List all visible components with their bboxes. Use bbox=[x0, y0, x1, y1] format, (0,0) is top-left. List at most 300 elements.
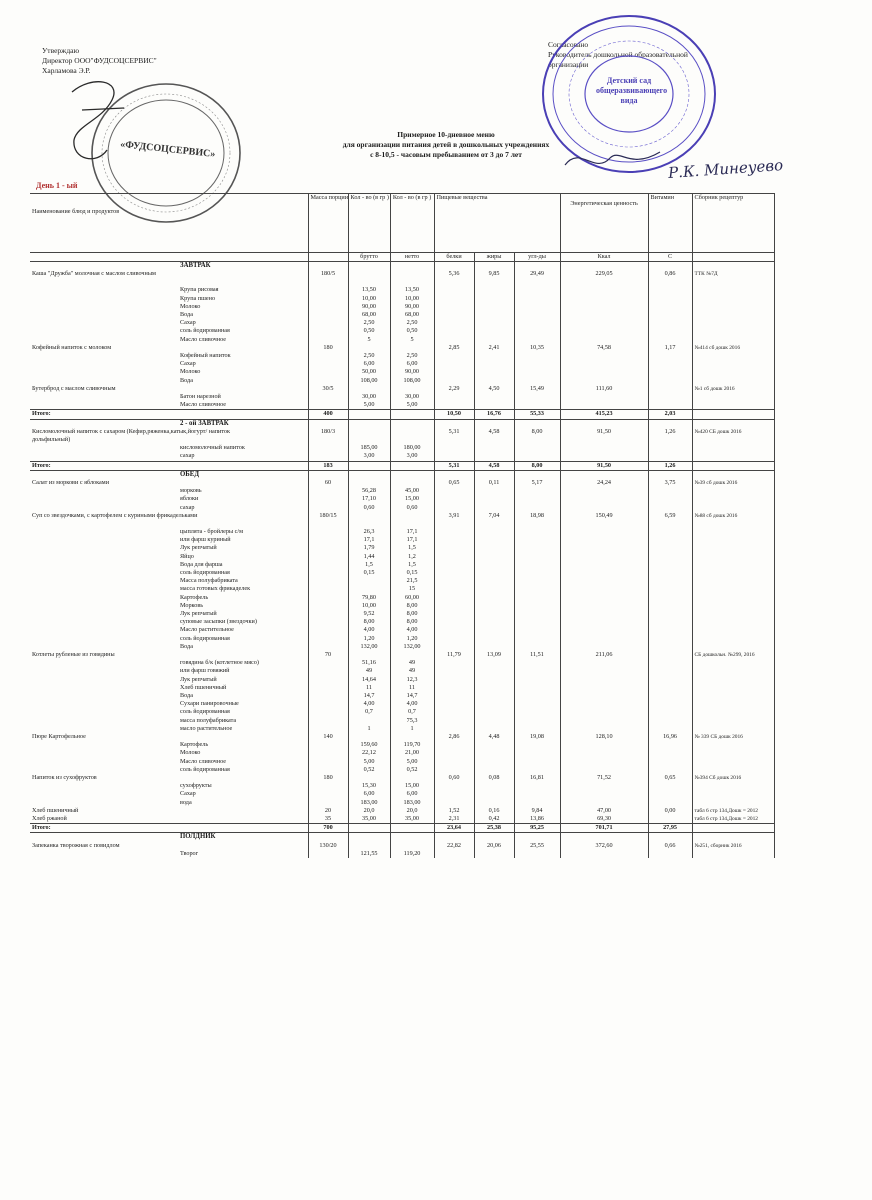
empty-cell bbox=[474, 741, 514, 749]
kcal-value: 91,50 bbox=[560, 461, 648, 470]
empty-cell bbox=[308, 444, 348, 452]
table-row bbox=[30, 692, 774, 700]
empty-cell bbox=[648, 487, 692, 495]
empty-cell bbox=[692, 295, 774, 303]
total-label: Итого: bbox=[30, 461, 308, 470]
empty-cell bbox=[434, 684, 474, 692]
empty-cell bbox=[30, 368, 178, 376]
empty-cell bbox=[648, 327, 692, 335]
empty-cell bbox=[560, 303, 648, 311]
portion-mass: 700 bbox=[308, 824, 348, 833]
empty-cell bbox=[474, 536, 514, 544]
table-row bbox=[30, 651, 774, 659]
empty-cell bbox=[308, 635, 348, 643]
empty-cell bbox=[560, 377, 648, 385]
empty-cell bbox=[474, 295, 514, 303]
empty-cell bbox=[30, 782, 178, 790]
ingredient-name: Морковь bbox=[180, 601, 204, 609]
empty-cell bbox=[474, 303, 514, 311]
empty-cell bbox=[560, 626, 648, 634]
portion-mass: 130/20 bbox=[308, 842, 348, 850]
empty-cell bbox=[560, 833, 648, 842]
empty-cell bbox=[474, 319, 514, 327]
netto-value bbox=[390, 824, 434, 833]
empty-cell bbox=[434, 452, 474, 461]
empty-cell bbox=[560, 553, 648, 561]
protein-value: 0,60 bbox=[434, 774, 474, 782]
menu-table bbox=[30, 193, 775, 858]
empty-cell bbox=[474, 495, 514, 503]
empty-cell bbox=[308, 295, 348, 303]
dish-name: Салат из моркови с яблоками bbox=[32, 479, 110, 487]
table-row bbox=[30, 741, 774, 749]
empty-cell bbox=[648, 700, 692, 708]
brutto-value bbox=[348, 577, 390, 585]
ingredient-name: Картофель bbox=[180, 593, 209, 601]
brutto-value: 56,28 bbox=[348, 487, 390, 495]
empty-cell bbox=[474, 577, 514, 585]
brutto-value: 5,00 bbox=[348, 401, 390, 410]
fat-value: 0,16 bbox=[474, 807, 514, 815]
vitamin-c-value: 1,26 bbox=[648, 428, 692, 444]
fat-value: 4,48 bbox=[474, 733, 514, 741]
table-row bbox=[30, 360, 774, 368]
section-title: ЗАВТРАК bbox=[178, 262, 308, 271]
empty-cell bbox=[30, 659, 178, 667]
empty-cell bbox=[692, 833, 774, 842]
empty-cell bbox=[692, 360, 774, 368]
total-row bbox=[30, 410, 774, 419]
recipe-ref: табл 6 стр 134,Дошк = 2012 bbox=[692, 815, 774, 824]
table-row bbox=[30, 667, 774, 675]
empty-cell bbox=[514, 311, 560, 319]
netto-value: 11 bbox=[390, 684, 434, 692]
empty-cell bbox=[434, 444, 474, 452]
approval-left-line3: Харламова Э.Р. bbox=[42, 66, 91, 75]
brutto-value: 35,00 bbox=[348, 815, 390, 824]
empty-cell bbox=[30, 667, 178, 675]
empty-cell bbox=[308, 790, 348, 798]
ingredient-name: Сахар bbox=[180, 790, 196, 798]
netto-value: 21,00 bbox=[390, 749, 434, 757]
netto-value: 17,1 bbox=[390, 528, 434, 536]
ingredient-name: сухофрукты bbox=[180, 782, 212, 790]
empty-cell bbox=[434, 319, 474, 327]
recipe-ref: №420 СБ дошк 2016 bbox=[692, 428, 774, 444]
table-row bbox=[30, 725, 774, 733]
empty-cell bbox=[560, 717, 648, 725]
fat-value: 20,06 bbox=[474, 842, 514, 850]
empty-cell bbox=[560, 602, 648, 610]
empty-cell bbox=[648, 684, 692, 692]
empty-cell bbox=[434, 594, 474, 602]
vitamin-c-value bbox=[648, 651, 692, 659]
empty-cell bbox=[434, 692, 474, 700]
empty-cell bbox=[348, 470, 390, 479]
empty-cell bbox=[308, 401, 348, 410]
kcal-value: 372,60 bbox=[560, 842, 648, 850]
brutto-value: 11 bbox=[348, 684, 390, 692]
table-row bbox=[30, 344, 774, 352]
brutto-value bbox=[348, 344, 390, 352]
protein-value: 22,82 bbox=[434, 842, 474, 850]
empty-cell bbox=[308, 504, 348, 512]
kindergarten-stamp-text: Детский сад общеразвивающего вида bbox=[596, 76, 668, 105]
empty-cell bbox=[30, 643, 178, 651]
protein-value: 10,50 bbox=[434, 410, 474, 419]
empty-cell bbox=[434, 717, 474, 725]
col-vitamin-header: Витамин bbox=[648, 194, 692, 253]
empty-cell bbox=[560, 487, 648, 495]
empty-cell bbox=[648, 377, 692, 385]
table-row bbox=[30, 774, 774, 782]
empty-cell bbox=[308, 659, 348, 667]
empty-cell bbox=[560, 327, 648, 335]
empty-cell bbox=[560, 577, 648, 585]
table-row bbox=[30, 270, 774, 286]
empty-cell bbox=[560, 393, 648, 401]
empty-cell bbox=[308, 569, 348, 577]
dish-name: Суп со звездочками, с картофелем с куриными фрикадельками bbox=[32, 511, 198, 519]
fat-value: 4,50 bbox=[474, 385, 514, 393]
ingredient-name: сахар bbox=[180, 503, 195, 511]
fat-value: 0,11 bbox=[474, 479, 514, 487]
brutto-value bbox=[348, 428, 390, 444]
col-fat-header: жиры bbox=[474, 253, 514, 262]
empty-cell bbox=[560, 419, 648, 428]
empty-cell bbox=[648, 725, 692, 733]
empty-cell bbox=[648, 850, 692, 858]
title-line3: с 8-10,5 - часовым пребыванием от 3 до 7 лет bbox=[370, 150, 522, 159]
recipe-ref: № 339 СБ дошк 2016 bbox=[692, 733, 774, 741]
netto-value: 183,00 bbox=[390, 799, 434, 807]
netto-value: 1,5 bbox=[390, 561, 434, 569]
vitamin-c-value: 6,59 bbox=[648, 512, 692, 528]
empty-cell bbox=[30, 766, 178, 774]
ingredient-name: Картофель bbox=[180, 741, 209, 749]
vitamin-c-value: 16,96 bbox=[648, 733, 692, 741]
portion-mass: 30/5 bbox=[308, 385, 348, 393]
empty-cell bbox=[308, 528, 348, 536]
brutto-value: 121,55 bbox=[348, 850, 390, 858]
empty-cell bbox=[692, 327, 774, 335]
empty-cell bbox=[514, 336, 560, 344]
empty-cell bbox=[474, 286, 514, 294]
netto-value: 4,00 bbox=[390, 700, 434, 708]
netto-value: 12,3 bbox=[390, 676, 434, 684]
netto-value: 0,52 bbox=[390, 766, 434, 774]
empty-cell bbox=[474, 692, 514, 700]
brutto-value: 159,60 bbox=[348, 741, 390, 749]
brutto-value bbox=[348, 385, 390, 393]
netto-value: 108,00 bbox=[390, 377, 434, 385]
empty-cell bbox=[434, 504, 474, 512]
empty-cell bbox=[692, 487, 774, 495]
empty-cell bbox=[474, 782, 514, 790]
empty-cell bbox=[560, 643, 648, 651]
protein-value: 2,29 bbox=[434, 385, 474, 393]
fat-value: 4,58 bbox=[474, 428, 514, 444]
empty-cell bbox=[434, 377, 474, 385]
empty-cell bbox=[648, 303, 692, 311]
recipe-ref: ТТК №7Д bbox=[692, 270, 774, 286]
brutto-value: 6,00 bbox=[348, 360, 390, 368]
empty-cell bbox=[648, 561, 692, 569]
netto-value: 132,00 bbox=[390, 643, 434, 651]
empty-cell bbox=[692, 495, 774, 503]
empty-cell bbox=[648, 799, 692, 807]
netto-value: 8,00 bbox=[390, 618, 434, 626]
table-row bbox=[30, 319, 774, 327]
netto-value bbox=[390, 385, 434, 393]
table-row bbox=[30, 708, 774, 716]
empty-cell bbox=[692, 602, 774, 610]
brutto-value bbox=[348, 842, 390, 850]
empty-cell bbox=[474, 470, 514, 479]
empty-cell bbox=[308, 717, 348, 725]
ingredient-name: яблоки bbox=[180, 495, 199, 503]
col-name-header: Наименование блюд и продуктов bbox=[30, 194, 308, 253]
netto-value: 17,1 bbox=[390, 536, 434, 544]
empty-cell bbox=[692, 749, 774, 757]
empty-cell bbox=[434, 544, 474, 552]
section-row bbox=[30, 470, 774, 479]
empty-cell bbox=[474, 561, 514, 569]
kcal-value: 24,24 bbox=[560, 479, 648, 487]
brutto-value: 1 bbox=[348, 725, 390, 733]
table-row bbox=[30, 544, 774, 552]
brutto-value: 2,50 bbox=[348, 319, 390, 327]
empty-cell bbox=[514, 708, 560, 716]
empty-cell bbox=[514, 602, 560, 610]
dish-name: Пюре Картофельное bbox=[32, 732, 86, 740]
table-row bbox=[30, 635, 774, 643]
empty-cell bbox=[692, 790, 774, 798]
empty-cell bbox=[648, 528, 692, 536]
netto-value: 2,50 bbox=[390, 319, 434, 327]
empty-cell bbox=[648, 667, 692, 675]
netto-value: 15,00 bbox=[390, 495, 434, 503]
vitamin-c-value: 1,17 bbox=[648, 344, 692, 352]
brutto-value: 0,60 bbox=[348, 504, 390, 512]
empty-cell bbox=[308, 311, 348, 319]
brutto-value bbox=[348, 270, 390, 286]
section-spacer bbox=[30, 262, 178, 271]
empty-cell bbox=[514, 553, 560, 561]
empty-cell bbox=[514, 758, 560, 766]
empty-cell bbox=[434, 758, 474, 766]
dish-name: Каша "Дружба" молочная с маслом сливочным bbox=[32, 270, 156, 278]
netto-value bbox=[390, 270, 434, 286]
empty-cell bbox=[514, 585, 560, 593]
empty-cell bbox=[514, 393, 560, 401]
empty-cell bbox=[308, 684, 348, 692]
brutto-value: 14,7 bbox=[348, 692, 390, 700]
brutto-value bbox=[348, 512, 390, 528]
vitamin-c-value: 0,66 bbox=[648, 842, 692, 850]
empty-cell bbox=[474, 667, 514, 675]
section-title: 2 - ой ЗАВТРАК bbox=[178, 419, 308, 428]
empty-cell bbox=[434, 470, 474, 479]
empty-cell bbox=[474, 569, 514, 577]
empty-cell bbox=[692, 692, 774, 700]
empty-cell bbox=[648, 749, 692, 757]
empty-cell bbox=[692, 610, 774, 618]
approval-left-line2: Директор ООО"ФУДСОЦСЕРВИС" bbox=[42, 56, 157, 65]
section-title: ОБЕД bbox=[178, 470, 308, 479]
kcal-value: 91,50 bbox=[560, 428, 648, 444]
vitamin-c-value: 2,03 bbox=[648, 410, 692, 419]
empty-cell bbox=[474, 635, 514, 643]
netto-value: 1 bbox=[390, 725, 434, 733]
empty-cell bbox=[30, 336, 178, 344]
empty-cell bbox=[434, 553, 474, 561]
recipe-ref: табл 6 стр 134,Дошк = 2012 bbox=[692, 807, 774, 815]
empty-cell bbox=[648, 833, 692, 842]
carb-value: 10,35 bbox=[514, 344, 560, 352]
netto-value: 2,50 bbox=[390, 352, 434, 360]
empty-cell bbox=[692, 676, 774, 684]
dish-name: Кофейный напиток с молоком bbox=[32, 343, 112, 351]
brutto-value bbox=[348, 717, 390, 725]
netto-value: 75,3 bbox=[390, 717, 434, 725]
brutto-value: 3,00 bbox=[348, 452, 390, 461]
section-row bbox=[30, 419, 774, 428]
empty-cell bbox=[30, 758, 178, 766]
empty-cell bbox=[308, 577, 348, 585]
brutto-value: 1,20 bbox=[348, 635, 390, 643]
ingredient-name: Лук репчатый bbox=[180, 675, 217, 683]
kcal-value: 229,05 bbox=[560, 270, 648, 286]
netto-value: 21,5 bbox=[390, 577, 434, 585]
portion-mass: 180/5 bbox=[308, 270, 348, 286]
recipe-ref: №251, сборник 2016 bbox=[692, 842, 774, 850]
protein-value: 5,36 bbox=[434, 270, 474, 286]
total-row bbox=[30, 461, 774, 470]
empty-cell bbox=[308, 585, 348, 593]
empty-cell bbox=[514, 749, 560, 757]
brutto-value: 8,00 bbox=[348, 618, 390, 626]
protein-value: 2,85 bbox=[434, 344, 474, 352]
empty-cell bbox=[514, 286, 560, 294]
protein-value: 2,86 bbox=[434, 733, 474, 741]
empty-cell bbox=[514, 766, 560, 774]
netto-value bbox=[390, 461, 434, 470]
empty-cell bbox=[434, 295, 474, 303]
empty-cell bbox=[434, 401, 474, 410]
ingredient-name: Вода bbox=[180, 642, 193, 650]
section-title: ПОЛДНИК bbox=[178, 833, 308, 842]
empty-cell bbox=[30, 393, 178, 401]
empty-cell bbox=[692, 766, 774, 774]
empty-cell bbox=[434, 741, 474, 749]
netto-value: 1,20 bbox=[390, 635, 434, 643]
brutto-value bbox=[348, 774, 390, 782]
empty-cell bbox=[308, 610, 348, 618]
empty-cell bbox=[474, 368, 514, 376]
table-row bbox=[30, 428, 774, 444]
ingredient-name: Хлеб пшеничный bbox=[180, 683, 227, 691]
empty-cell bbox=[648, 790, 692, 798]
empty-cell bbox=[514, 360, 560, 368]
carb-value: 8,00 bbox=[514, 428, 560, 444]
empty-cell bbox=[434, 659, 474, 667]
ingredient-name: Масло растительное bbox=[180, 626, 234, 634]
empty-cell bbox=[308, 725, 348, 733]
col-kcal-header: Ккал bbox=[560, 253, 648, 262]
empty-cell bbox=[308, 749, 348, 757]
empty-cell bbox=[474, 766, 514, 774]
brutto-value: 0,7 bbox=[348, 708, 390, 716]
empty-cell bbox=[308, 419, 348, 428]
empty-cell bbox=[30, 700, 178, 708]
empty-cell bbox=[474, 626, 514, 634]
brutto-value bbox=[348, 479, 390, 487]
empty-cell bbox=[434, 585, 474, 593]
brutto-value: 17,10 bbox=[348, 495, 390, 503]
netto-value: 68,00 bbox=[390, 311, 434, 319]
empty-cell bbox=[474, 311, 514, 319]
fat-value: 9,85 bbox=[474, 270, 514, 286]
empty-cell bbox=[308, 700, 348, 708]
table-row bbox=[30, 393, 774, 401]
netto-value bbox=[390, 512, 434, 528]
empty-cell bbox=[692, 626, 774, 634]
empty-cell bbox=[308, 336, 348, 344]
vitamin-c-value: 1,26 bbox=[648, 461, 692, 470]
empty-cell bbox=[692, 377, 774, 385]
empty-cell bbox=[514, 610, 560, 618]
netto-value: 1,5 bbox=[390, 544, 434, 552]
empty-cell bbox=[474, 327, 514, 335]
empty-cell bbox=[308, 602, 348, 610]
empty-cell bbox=[474, 643, 514, 651]
director-signature bbox=[52, 70, 142, 180]
protein-value: 5,31 bbox=[434, 461, 474, 470]
empty-cell bbox=[648, 659, 692, 667]
empty-cell bbox=[648, 741, 692, 749]
recipe-ref: №1 сб дошк 2016 bbox=[692, 385, 774, 393]
empty-cell bbox=[30, 749, 178, 757]
empty-cell bbox=[30, 504, 178, 512]
empty-cell bbox=[560, 790, 648, 798]
empty-cell bbox=[434, 368, 474, 376]
empty-cell bbox=[648, 553, 692, 561]
netto-value: 49 bbox=[390, 667, 434, 675]
table-row bbox=[30, 487, 774, 495]
empty-cell bbox=[474, 487, 514, 495]
empty-cell bbox=[648, 368, 692, 376]
brutto-value: 10,00 bbox=[348, 602, 390, 610]
empty-cell bbox=[648, 618, 692, 626]
empty-cell bbox=[474, 336, 514, 344]
empty-cell bbox=[30, 725, 178, 733]
table-row bbox=[30, 286, 774, 294]
portion-mass: 70 bbox=[308, 651, 348, 659]
empty-cell bbox=[474, 528, 514, 536]
ingredient-name: Молоко bbox=[180, 302, 201, 310]
empty-cell bbox=[514, 401, 560, 410]
empty-cell bbox=[474, 790, 514, 798]
carb-value: 8,00 bbox=[514, 461, 560, 470]
section-row bbox=[30, 833, 774, 842]
empty-cell bbox=[648, 635, 692, 643]
empty-cell bbox=[560, 700, 648, 708]
empty-cell bbox=[648, 643, 692, 651]
empty-cell bbox=[308, 758, 348, 766]
empty-cell bbox=[474, 676, 514, 684]
empty-cell bbox=[308, 553, 348, 561]
